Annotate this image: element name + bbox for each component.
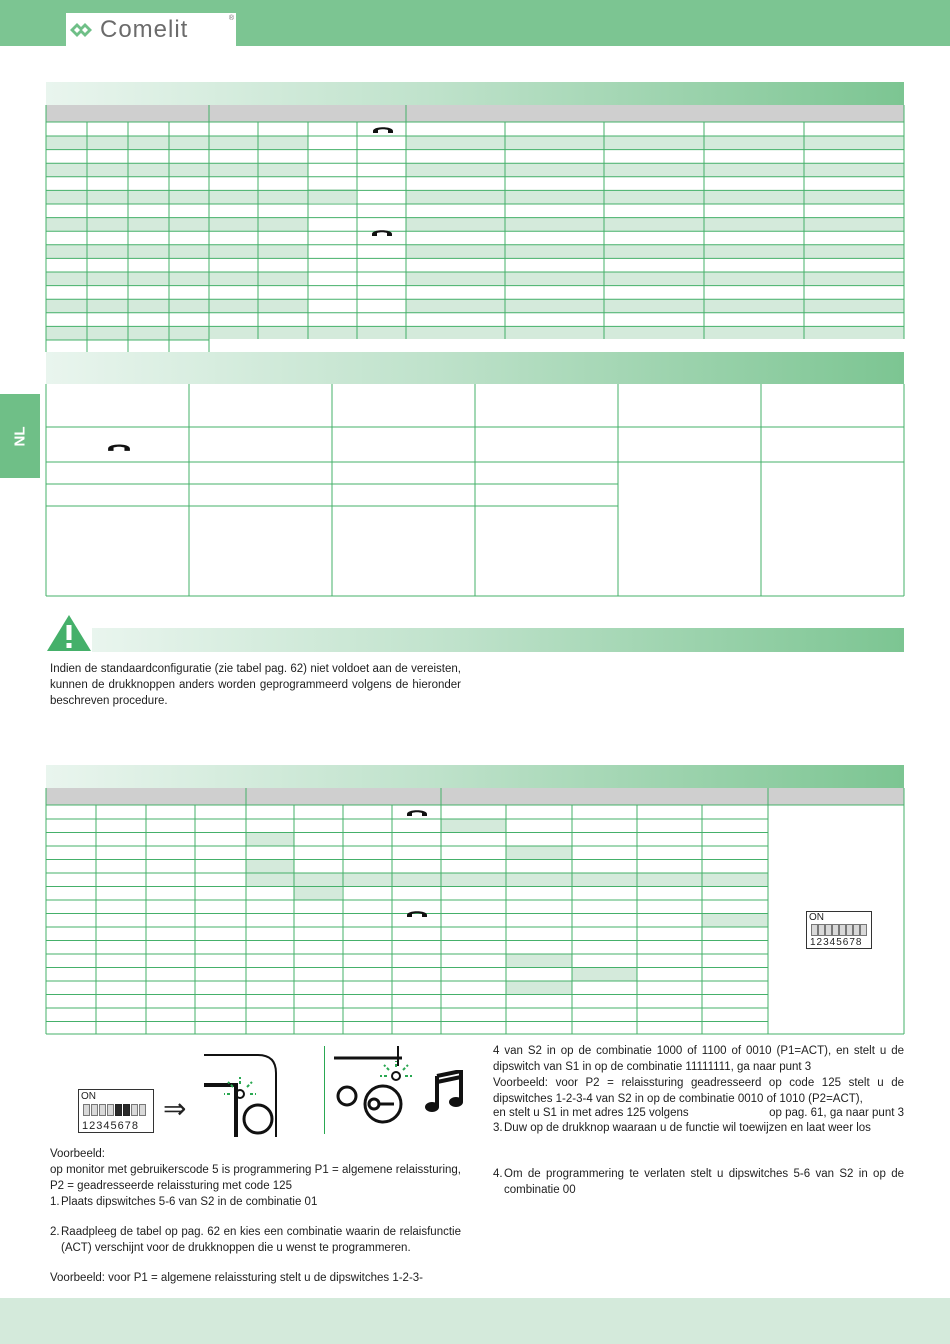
table-row-shade: [46, 272, 904, 286]
example-p2-line: [493, 1105, 904, 1121]
highlighted-cell: [506, 981, 572, 995]
table-row: [46, 995, 768, 1009]
dip-switch-1: [83, 1104, 90, 1116]
dip-switch-diagram: [806, 911, 872, 949]
highlighted-cell: [702, 913, 768, 927]
table-row-shade: [46, 190, 904, 204]
key-button-illustration: [332, 1046, 432, 1130]
step-text: Plaats dipswitches 5-6 van S2 in de combinatie 01: [61, 1196, 318, 1208]
step-text: Om de programmering te verlaten stelt u dipswitches 5-6 van S2 in op de combinatie 00: [504, 1168, 904, 1196]
step-3: [493, 1120, 904, 1136]
step-number: 2.: [50, 1226, 60, 1238]
table-row-shade: [46, 163, 904, 177]
dip-on-label: ON: [809, 912, 824, 923]
table-row-shade: [46, 245, 904, 259]
warning-triangle-icon: [46, 614, 92, 652]
table-row-shade: [46, 218, 904, 232]
example-p1: Voorbeeld: voor P1 = algemene relaissturing stelt u de dipswitches 1-2-3-: [50, 1272, 423, 1284]
highlighted-cell: [441, 873, 768, 887]
config-table-2: [46, 384, 904, 596]
table-row: [46, 941, 768, 955]
brand-name: Comelit: [100, 15, 189, 43]
handset-icon: [372, 124, 394, 135]
dip-switch-8: [139, 1104, 146, 1116]
highlighted-cell: [506, 846, 572, 860]
blank-cell: [209, 339, 905, 352]
dip-switch-2: [818, 924, 825, 936]
highlighted-cell: [506, 954, 572, 968]
registered-mark: ®: [228, 15, 234, 22]
dip-on-label: ON: [81, 1091, 96, 1102]
table-row-shade: [308, 189, 356, 203]
dip-switch-5: [115, 1104, 122, 1116]
continuation-text: 4 van S2 in op de combinatie 1000 of 1100 of 0010 (P1=ACT), en stelt u de dipswitch van S1 in op de combinatie 11111111, ga naar punt 3: [493, 1045, 904, 1073]
handset-icon: [406, 908, 428, 919]
dip-switch-7: [131, 1104, 138, 1116]
table-header-row: [46, 105, 904, 122]
dip-switch-setting-diagram: [78, 1089, 154, 1133]
highlighted-cell: [246, 860, 294, 874]
table-header-row: [46, 788, 904, 805]
dip-number-label: 12345678: [810, 937, 863, 948]
right-arrow-icon: ⇒: [163, 1093, 187, 1124]
step-4: [493, 1166, 904, 1198]
example-p2-ref: op pag. 61, ga naar punt 3: [769, 1107, 904, 1119]
step-1: [50, 1194, 461, 1210]
example-text: op monitor met gebruikerscode 5 is programmering P1 = algemene relaissturing, P2 = geadresseerde relaissturing met code 125: [50, 1164, 461, 1192]
highlighted-cell: [246, 873, 442, 887]
table-row-shade: [46, 136, 904, 150]
highlighted-cell: [246, 833, 294, 847]
step-number: 4.: [493, 1168, 503, 1180]
example-p2-end: en stelt u S1 in met adres 125 volgens: [493, 1107, 689, 1119]
dip-switch-5: [839, 924, 846, 936]
step-number: 1.: [50, 1196, 60, 1208]
highlighted-cell: [441, 819, 506, 833]
table-row: [46, 968, 768, 982]
table-row: [46, 887, 768, 901]
dip-switch-6: [123, 1104, 130, 1116]
table-row: [46, 860, 768, 874]
intro-paragraph: Indien de standaardconfiguratie (zie tabel pag. 62) niet voldoet aan de vereisten, kunnen de drukknoppen anders worden geprogrammeerd volgens de hieronder beschreven procedure.: [50, 663, 461, 707]
step-2: [50, 1224, 461, 1256]
dip-switch-8: [860, 924, 867, 936]
figure-divider: [324, 1046, 325, 1134]
handset-icon: [371, 227, 393, 238]
example-p2-start: Voorbeeld: voor P2 = relaissturing geadresseerd op code 125 stelt u de dipswitches 1-2-3-4 van S2 in op de combinatie 0010 of 1010 (P2=ACT),: [493, 1077, 904, 1105]
dip-switch-3: [825, 924, 832, 936]
dip-switch-6: [846, 924, 853, 936]
footer-bar: [0, 1298, 950, 1344]
step-text: Duw op de drukknop waaraan u de functie wil toewijzen en laat weer los: [504, 1122, 871, 1134]
step-text: Raadpleeg de tabel op pag. 62 en kies een combinatie waarin de relaisfunctie (ACT) verschijnt voor de drukknoppen die u wenst te programmeren.: [61, 1226, 461, 1254]
dip-switch-3: [99, 1104, 106, 1116]
handset-icon: [406, 807, 428, 818]
dip-switch-4: [107, 1104, 114, 1116]
dip-switch-2: [91, 1104, 98, 1116]
highlighted-cell: [294, 887, 342, 901]
dip-switch-4: [832, 924, 839, 936]
programming-table: [46, 788, 904, 1034]
example-heading: Voorbeeld:: [50, 1148, 105, 1160]
dip-switch-7: [853, 924, 860, 936]
dip-switch-1: [811, 924, 818, 936]
table-row-shade: [46, 326, 904, 340]
handset-icon: [107, 441, 131, 453]
language-tab-label: NL: [11, 426, 29, 446]
dip-number-label: 12345678: [82, 1120, 139, 1132]
device-button-illustration: [200, 1053, 312, 1137]
config-table-1: [46, 105, 905, 352]
table-row: [46, 833, 768, 847]
step-number: 3.: [493, 1122, 503, 1134]
music-note-icon: [425, 1070, 465, 1114]
highlighted-cell: [572, 968, 637, 982]
table-row-shade: [46, 299, 904, 313]
